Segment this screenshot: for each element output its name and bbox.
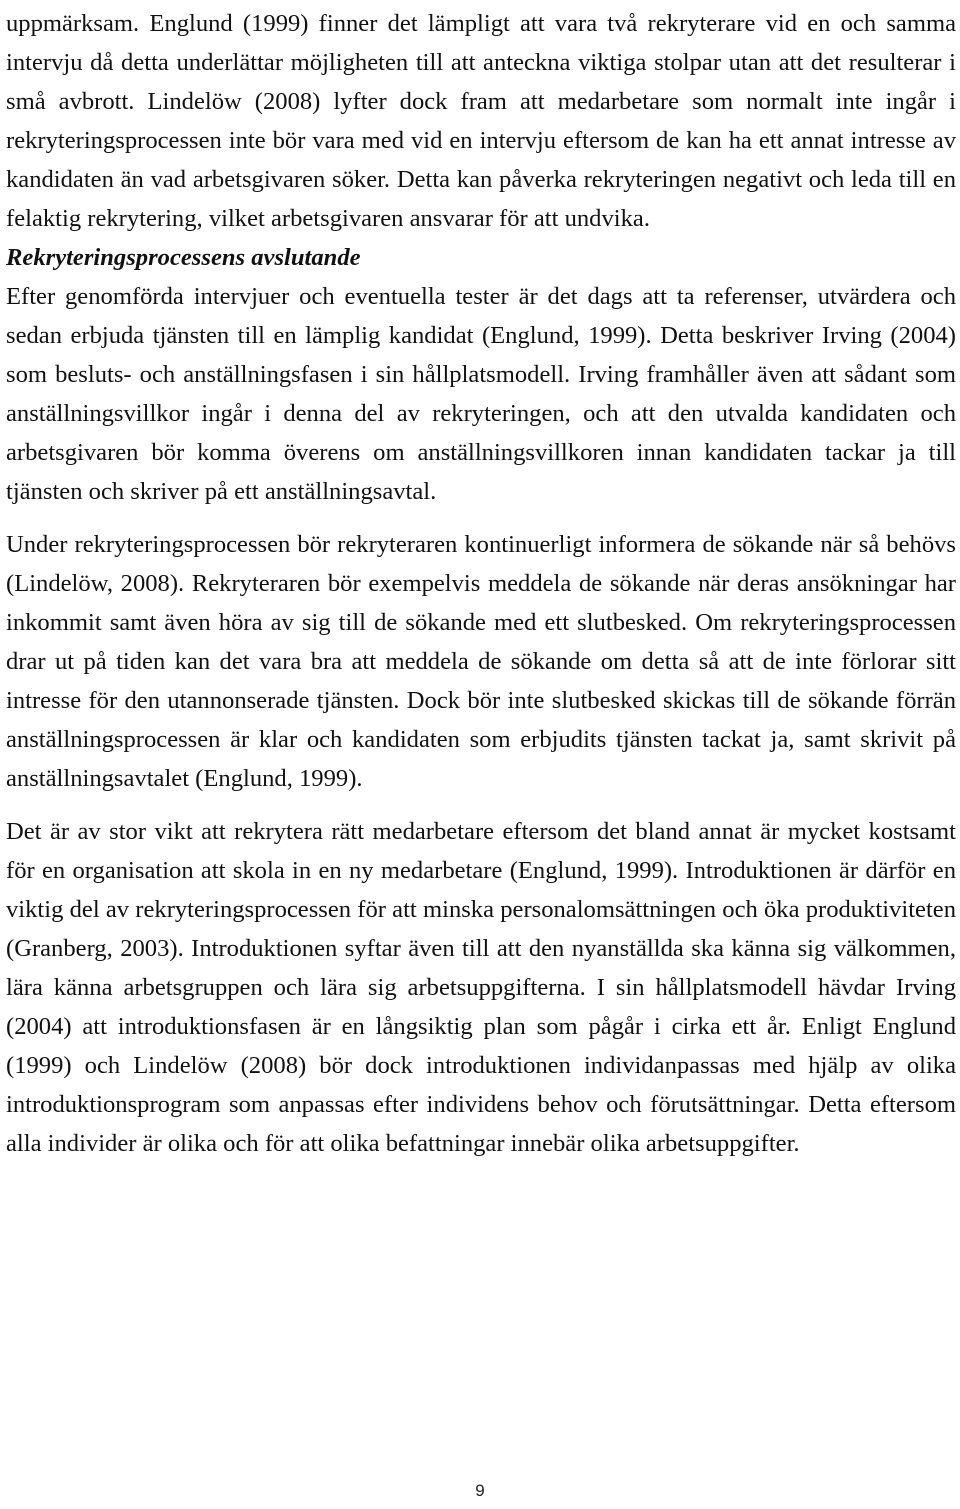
page-number: 9 (475, 1481, 485, 1500)
body-paragraph-3: Under rekryteringsprocessen bör rekryteraren kontinuerligt informera de sökande när så behövs (Lindelöw, 2008). Rekryteraren bör exempelvis meddela de sökande när deras ansökningar har inkommit samt även höra av sig till de sökande med ett slutbesked. Om rekryteringsprocessen drar ut på tiden kan det vara bra att meddela de sökande om detta så att de inte förlorar sitt intresse för den utannonserade tjänsten. Dock bör inte slutbesked skickas till de sökande förrän anställningsprocessen är klar och kandidaten som erbjudits tjänsten tackat ja, samt skrivit på anställningsavtalet (Englund, 1999). (6, 531, 956, 792)
page-content (6, 4, 956, 1163)
body-paragraph-1: uppmärksam. Englund (1999) finner det lämpligt att vara två rekryterare vid en och samma intervju då detta underlättar möjligheten till att anteckna viktiga stolpar utan att det resulterar i små avbrott. Lindelöw (2008) lyfter dock fram att medarbetare som normalt inte ingår i rekryteringsprocessen inte bör vara med vid en intervju eftersom de kan ha ett annat intresse av kandidaten än vad arbetsgivaren söker. Detta kan påverka rekryteringen negativt och leda till en felaktig rekrytering, vilket arbetsgivaren ansvarar för att undvika. (6, 10, 956, 232)
section-heading: Rekryteringsprocessens avslutande (6, 244, 361, 271)
body-paragraph-2: Efter genomförda intervjuer och eventuella tester är det dags att ta referenser, utvärdera och sedan erbjuda tjänsten till en lämplig kandidat (Englund, 1999). Detta beskriver Irving (2004) som besluts- och anställningsfasen i sin hållplatsmodell. Irving framhåller även att sådant som anställningsvillkor ingår i denna del av rekryteringen, och att den utvalda kandidaten och arbetsgivaren bör komma överens om anställningsvillkoren innan kandidaten tackar ja till tjänsten och skriver på ett anställningsavtal. (6, 283, 956, 505)
body-paragraph-4: Det är av stor vikt att rekrytera rätt medarbetare eftersom det bland annat är mycket kostsamt för en organisation att skola in en ny medarbetare (Englund, 1999). Introduktionen är därför en viktig del av rekryteringsprocessen för att minska personalomsättningen och öka produktiviteten (Granberg, 2003). Introduktionen syftar även till att den nyanställda ska känna sig välkommen, lära känna arbetsgruppen och lära sig arbetsuppgifterna. I sin hållplatsmodell hävdar Irving (2004) att introduktionsfasen är en långsiktig plan som pågår i cirka ett år. Enligt Englund (1999) och Lindelöw (2008) bör dock introduktionen individanpassas med hjälp av olika introduktionsprogram som anpassas efter individens behov och förutsättningar. Detta eftersom alla individer är olika och för att olika befattningar innebär olika arbetsuppgifter. (6, 818, 956, 1157)
